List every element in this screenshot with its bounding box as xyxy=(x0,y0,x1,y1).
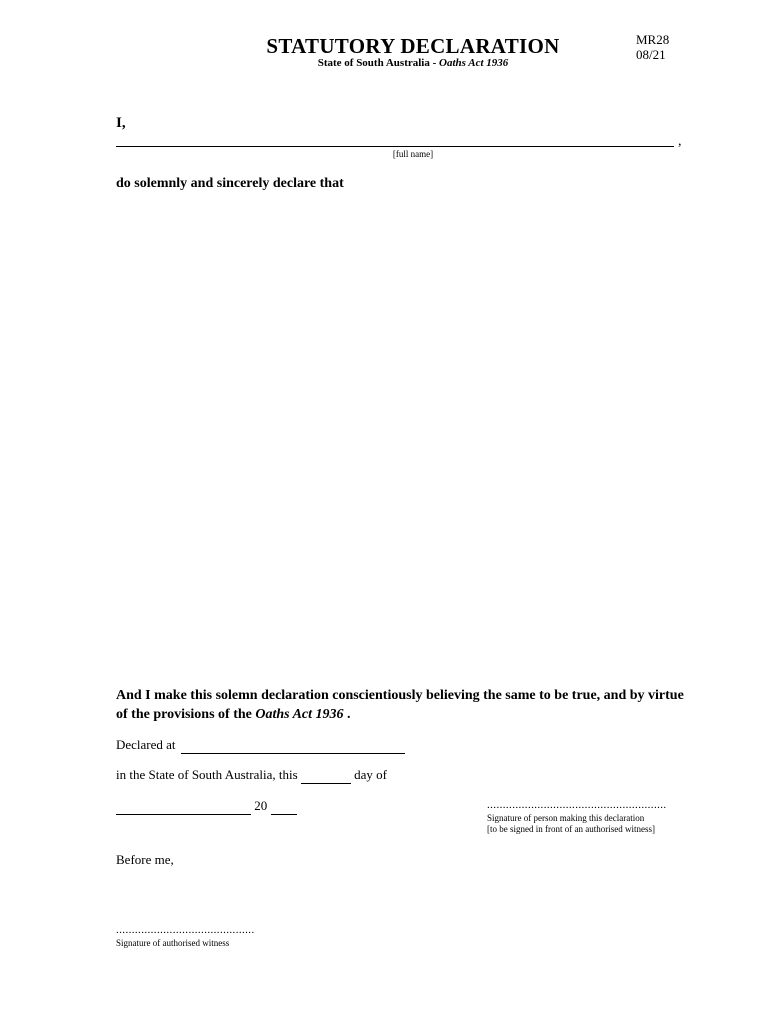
declarant-signature-block xyxy=(487,799,667,834)
declarant-signature-note: [to be signed in front of an authorised witness] xyxy=(487,824,655,834)
declared-at-label: Declared at xyxy=(116,737,176,752)
form-version: 08/21 xyxy=(636,47,666,62)
month-field[interactable] xyxy=(116,798,251,815)
declared-at-field[interactable] xyxy=(181,737,405,754)
form-code: MR28 xyxy=(636,32,670,47)
state-prefix: in the State of South Australia, this xyxy=(116,767,298,782)
full-name-field[interactable] xyxy=(116,146,674,147)
declarant-signature-caption: Signature of person making this declaration xyxy=(487,813,645,823)
year-row xyxy=(116,798,297,815)
full-name-caption: [full name] xyxy=(392,149,434,159)
witness-signature-field[interactable]: ............................................ xyxy=(116,924,255,936)
solemn-text: And I make this solemn declaration conscientiously believing the same to be true, and by virtue of the provisions of the xyxy=(116,688,684,722)
name-comma: , xyxy=(678,134,682,149)
solemn-act: Oaths Act 1936 xyxy=(255,707,344,722)
solemn-suffix: . xyxy=(343,707,351,722)
before-me: Before me, xyxy=(116,852,174,867)
declare-statement: do solemnly and sincerely declare that xyxy=(116,176,344,191)
subtitle-prefix: State of South Australia - xyxy=(317,57,440,69)
subtitle-act: Oaths Act 1936 xyxy=(439,57,509,69)
day-of-label: day of xyxy=(354,767,387,782)
year-field[interactable] xyxy=(271,798,297,815)
declared-at-row xyxy=(116,737,405,754)
declarant-signature-field[interactable]: ......................................................... xyxy=(487,799,667,811)
document-title: STATUTORY DECLARATION xyxy=(266,34,560,58)
declarant-intro: I, xyxy=(116,115,126,131)
form-code-block xyxy=(636,32,669,62)
solemn-declaration-paragraph xyxy=(116,686,696,724)
date-row xyxy=(116,767,387,784)
year-prefix: 20 xyxy=(254,798,268,813)
witness-signature-block xyxy=(116,924,255,948)
witness-signature-caption: Signature of authorised witness xyxy=(116,938,230,948)
day-field[interactable] xyxy=(301,767,351,784)
